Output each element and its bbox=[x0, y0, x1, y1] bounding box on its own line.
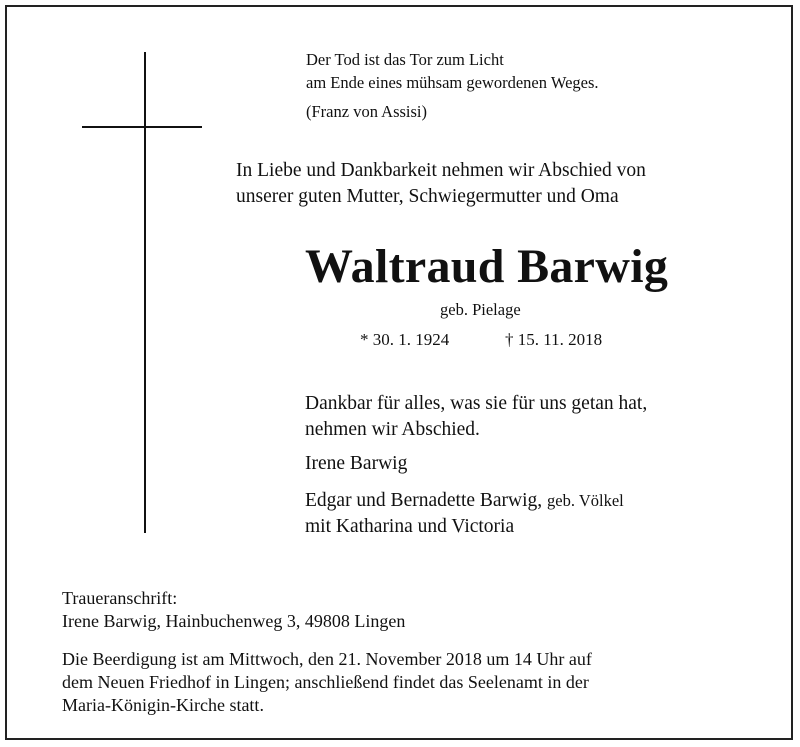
address-value: Irene Barwig, Hainbuchenweg 3, 49808 Lingen bbox=[62, 611, 406, 631]
cross-horizontal-bar bbox=[82, 126, 202, 128]
family-member-1: Irene Barwig bbox=[305, 453, 408, 474]
quote-author: (Franz von Assisi) bbox=[306, 102, 427, 121]
family-member-2-nee: geb. Völkel bbox=[547, 491, 624, 510]
birth-date: * 30. 1. 1924 bbox=[360, 330, 450, 349]
intro-line-1: In Liebe und Dankbarkeit nehmen wir Abschied von bbox=[236, 160, 646, 181]
quote-line-2: am Ende eines mühsam gewordenen Weges. bbox=[306, 73, 599, 92]
death-date: † 15. 11. 2018 bbox=[505, 330, 603, 349]
funeral-line-3: Maria-Königin-Kirche statt. bbox=[62, 695, 264, 715]
funeral-line-2: dem Neuen Friedhof in Lingen; anschließend findet das Seelenamt in der bbox=[62, 672, 589, 692]
intro-line-2: unserer guten Mutter, Schwiegermutter und Oma bbox=[236, 186, 619, 207]
deceased-name: Waltraud Barwig bbox=[305, 240, 669, 293]
family-member-2-name: Edgar und Bernadette Barwig, bbox=[305, 490, 543, 511]
family-member-2 bbox=[305, 488, 624, 514]
funeral-line-1: Die Beerdigung ist am Mittwoch, den 21. November 2018 um 14 Uhr auf bbox=[62, 649, 592, 669]
quote-line-1: Der Tod ist das Tor zum Licht bbox=[306, 50, 504, 69]
address-label: Traueranschrift: bbox=[62, 588, 178, 608]
family-member-3: mit Katharina und Victoria bbox=[305, 516, 515, 537]
thanks-line-2: nehmen wir Abschied. bbox=[305, 419, 480, 440]
thanks-line-1: Dankbar für alles, was sie für uns getan hat, bbox=[305, 393, 648, 414]
maiden-name: geb. Pielage bbox=[440, 300, 521, 319]
cross-vertical-bar bbox=[144, 52, 146, 533]
